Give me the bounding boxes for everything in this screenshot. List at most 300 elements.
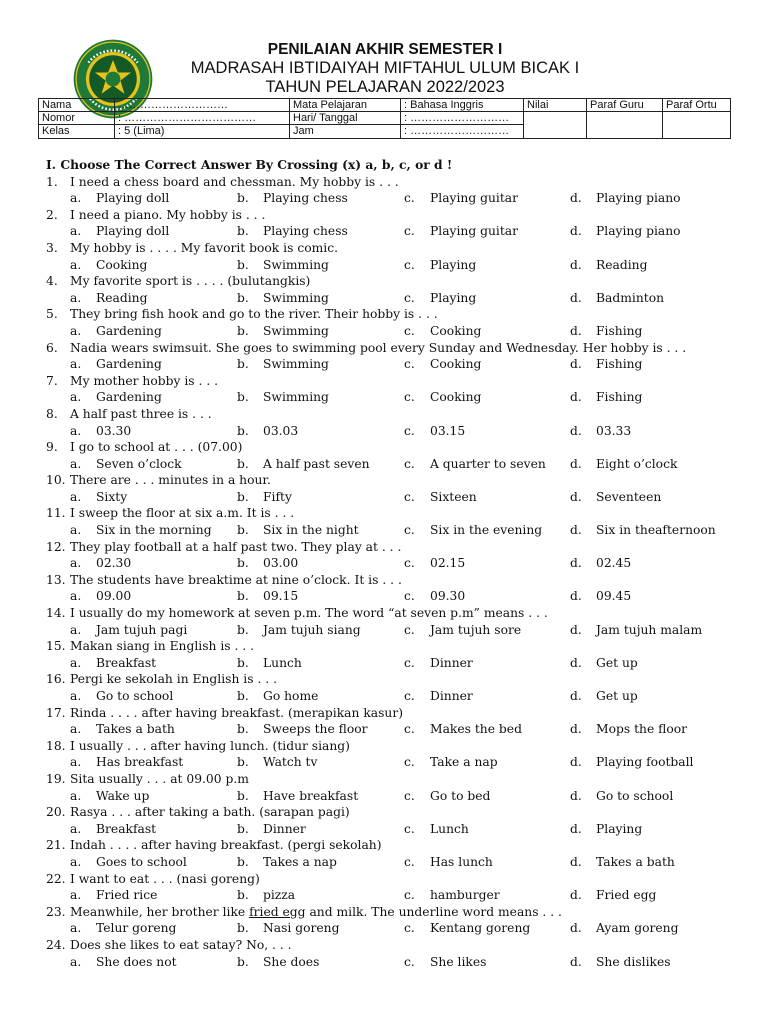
question-number: 8. <box>46 406 58 421</box>
question-number: 3. <box>46 240 58 255</box>
option-letter: d. <box>570 556 582 571</box>
option-text: Gardening <box>96 323 162 338</box>
question-13 <box>46 572 736 589</box>
option-text: Fishing <box>596 357 643 372</box>
option-text: 02.30 <box>96 556 132 571</box>
option-letter: b. <box>237 655 249 670</box>
answer-option[interactable] <box>237 854 337 871</box>
answer-option[interactable] <box>404 423 465 440</box>
answer-option[interactable] <box>570 788 673 805</box>
answer-option[interactable] <box>570 223 681 240</box>
option-text: 03.15 <box>430 423 466 438</box>
answer-option[interactable] <box>237 721 368 738</box>
option-letter: a. <box>70 854 82 869</box>
option-letter: a. <box>70 290 82 305</box>
option-text: Watch tv <box>263 755 318 770</box>
option-text: Kentang goreng <box>430 921 531 936</box>
question-text: I want to eat . . . (nasi goreng) <box>70 871 260 886</box>
question-text: My mother hobby is . . . <box>70 373 219 388</box>
question-number: 10. <box>46 473 66 488</box>
option-letter: c. <box>404 854 415 869</box>
answer-option[interactable] <box>570 389 642 406</box>
option-letter: a. <box>70 357 82 372</box>
answer-option[interactable] <box>237 356 329 373</box>
underlined-word: fried egg <box>249 904 306 919</box>
option-text: Cooking <box>430 390 482 405</box>
answer-option[interactable] <box>237 688 318 705</box>
option-letter: b. <box>237 191 249 206</box>
answer-option[interactable] <box>70 423 131 440</box>
answer-option[interactable] <box>404 754 498 771</box>
answer-options <box>46 555 736 572</box>
answer-option[interactable] <box>404 223 518 240</box>
option-letter: d. <box>570 191 582 206</box>
option-letter: d. <box>570 689 582 703</box>
answer-option[interactable] <box>404 522 542 539</box>
option-letter: a. <box>70 655 82 670</box>
option-letter: c. <box>404 257 415 272</box>
option-text: Playing piano <box>596 224 681 239</box>
option-text: Six in theafternoon <box>596 523 716 538</box>
answer-option[interactable] <box>404 655 473 672</box>
option-text: Takes a bath <box>596 854 675 869</box>
answer-option[interactable] <box>237 190 348 207</box>
answer-options <box>46 456 736 473</box>
answer-option[interactable] <box>404 721 522 738</box>
option-letter: d. <box>570 854 582 869</box>
option-letter: b. <box>237 257 249 272</box>
answer-option[interactable] <box>404 954 486 971</box>
answer-option[interactable] <box>404 688 473 705</box>
option-letter: a. <box>70 788 82 803</box>
question-list <box>46 157 736 970</box>
question-text: There are . . . minutes in a hour. <box>70 473 271 488</box>
option-letter: b. <box>237 390 249 405</box>
option-text: Jam tujuh malam <box>596 622 703 637</box>
answer-options <box>46 721 736 738</box>
option-letter: d. <box>570 423 582 438</box>
option-text: 03.03 <box>263 423 299 438</box>
option-letter: d. <box>570 755 582 770</box>
option-letter: d. <box>570 456 582 471</box>
question-10 <box>46 472 736 489</box>
option-letter: c. <box>404 622 415 637</box>
question-number: 11. <box>46 506 66 521</box>
option-text: Lunch <box>263 655 302 670</box>
answer-option[interactable] <box>404 290 476 307</box>
student-info-table <box>38 98 731 139</box>
parent-sign-box[interactable] <box>663 112 731 139</box>
option-letter: b. <box>237 954 249 969</box>
option-letter: d. <box>570 257 582 272</box>
option-text: 02.45 <box>596 556 632 571</box>
option-text: 09.00 <box>96 589 132 604</box>
option-letter: c. <box>404 191 415 206</box>
option-text: Go to bed <box>430 788 491 803</box>
option-letter: c. <box>404 390 415 405</box>
answer-options <box>46 688 736 705</box>
answer-option[interactable] <box>70 356 162 373</box>
answer-option[interactable] <box>70 389 162 406</box>
answer-option[interactable] <box>570 954 671 971</box>
question-number: 19. <box>46 771 66 786</box>
question-number: 16. <box>46 672 66 687</box>
answer-option[interactable] <box>570 356 642 373</box>
answer-option[interactable] <box>570 555 631 572</box>
answer-options <box>46 754 736 771</box>
teacher-sign-box[interactable] <box>587 112 663 139</box>
question-number: 5. <box>46 307 58 322</box>
answer-option[interactable] <box>570 854 675 871</box>
answer-option[interactable] <box>237 788 358 805</box>
answer-option[interactable] <box>237 555 298 572</box>
answer-option[interactable] <box>570 290 664 307</box>
question-11 <box>46 505 736 522</box>
option-text: Swimming <box>263 390 329 405</box>
question-text: Rinda . . . . after having breakfast. (merapikan kasur) <box>70 705 404 720</box>
answer-option[interactable] <box>237 489 292 506</box>
answer-option[interactable] <box>237 290 329 307</box>
question-text: Makan siang in English is . . . <box>70 639 255 654</box>
answer-option[interactable] <box>237 821 306 838</box>
option-letter: c. <box>404 821 415 836</box>
option-letter: d. <box>570 290 582 305</box>
option-letter: b. <box>237 224 249 239</box>
label-subject: Mata Pelajaran <box>290 99 401 112</box>
answer-option[interactable] <box>237 954 319 971</box>
option-text: Have breakfast <box>263 788 359 803</box>
option-letter: d. <box>570 224 582 239</box>
answer-option[interactable] <box>237 887 295 904</box>
option-text: Playing <box>430 290 477 305</box>
option-letter: b. <box>237 788 249 803</box>
label-class: Kelas <box>39 125 115 139</box>
question-4 <box>46 273 736 290</box>
question-number: 6. <box>46 340 58 355</box>
answer-option[interactable] <box>70 522 212 539</box>
section-instruction: I. Choose The Correct Answer By Crossing (x) a, b, c, or d ! <box>46 157 453 172</box>
answer-option[interactable] <box>70 721 175 738</box>
question-text: Rasya . . . after taking a bath. (sarapan pagi) <box>70 805 350 820</box>
answer-option[interactable] <box>237 323 329 340</box>
question-7 <box>46 373 736 390</box>
option-letter: c. <box>404 523 415 538</box>
question-number: 1. <box>46 174 58 189</box>
answer-option[interactable] <box>70 854 187 871</box>
answer-option[interactable] <box>404 920 530 937</box>
answer-option[interactable] <box>70 456 182 473</box>
question-text: I need a piano. My hobby is . . . <box>70 207 266 222</box>
option-text: Takes a nap <box>263 854 337 869</box>
option-letter: a. <box>70 390 82 405</box>
option-text: Playing <box>596 821 643 836</box>
answer-option[interactable] <box>404 622 521 639</box>
answer-option[interactable] <box>237 920 339 937</box>
answer-option[interactable] <box>570 887 656 904</box>
option-letter: c. <box>404 423 415 438</box>
option-text: Sixty <box>96 489 128 504</box>
field-time[interactable]: : ……………………… <box>401 125 524 139</box>
option-text: Swimming <box>263 290 329 305</box>
field-date[interactable]: : ……………………… <box>401 112 524 125</box>
answer-option[interactable] <box>404 555 465 572</box>
option-text: Playing doll <box>96 191 170 206</box>
answer-options <box>46 356 736 373</box>
option-letter: b. <box>237 357 249 372</box>
question-text: Meanwhile, her brother like <box>70 904 250 919</box>
question-number: 20. <box>46 805 66 820</box>
answer-option[interactable] <box>404 588 465 605</box>
exam-title: PENILAIAN AKHIR SEMESTER I <box>267 41 503 58</box>
answer-option[interactable] <box>70 489 127 506</box>
option-letter: a. <box>70 954 82 969</box>
option-letter: b. <box>237 423 249 438</box>
option-letter: c. <box>404 224 415 239</box>
answer-option[interactable] <box>570 655 638 672</box>
option-text: Playing football <box>596 755 694 770</box>
answer-option[interactable] <box>70 954 177 971</box>
answer-option[interactable] <box>570 423 631 440</box>
question-text: Indah . . . . after having breakfast. (pergi sekolah) <box>70 838 382 853</box>
answer-option[interactable] <box>570 323 642 340</box>
option-text: Has lunch <box>430 854 493 869</box>
option-text: Nasi goreng <box>263 921 340 936</box>
answer-option[interactable] <box>404 788 490 805</box>
answer-option[interactable] <box>570 920 678 937</box>
field-number[interactable]: : ……………………………… <box>115 112 290 125</box>
option-text: Wake up <box>96 788 150 803</box>
answer-option[interactable] <box>237 257 329 274</box>
question-text: Pergi ke sekolah in English is . . . <box>70 672 277 687</box>
label-parent-sign: Paraf Ortu <box>663 99 731 112</box>
option-letter: d. <box>570 589 582 604</box>
answer-option[interactable] <box>237 754 317 771</box>
answer-option[interactable] <box>404 456 546 473</box>
school-name: MADRASAH IBTIDAIYAH MIFTAHUL ULUM BICAK I <box>190 59 580 77</box>
answer-option[interactable] <box>70 588 131 605</box>
option-letter: c. <box>404 589 415 604</box>
question-number: 22. <box>46 871 66 886</box>
option-letter: c. <box>404 921 415 936</box>
question-number: 18. <box>46 738 66 753</box>
answer-option[interactable] <box>570 821 642 838</box>
field-name[interactable]: ………………………… <box>115 99 290 112</box>
option-text: She does <box>263 954 320 969</box>
question-text: A half past three is . . . <box>70 406 212 421</box>
answer-option[interactable] <box>570 522 716 539</box>
option-text: Six in the evening <box>430 523 543 538</box>
answer-options <box>46 887 736 904</box>
option-letter: a. <box>70 456 82 471</box>
option-text: Fishing <box>596 390 643 405</box>
question-text: I sweep the floor at six a.m. It is . . . <box>70 506 295 521</box>
question-14 <box>46 605 736 622</box>
question-6 <box>46 340 736 357</box>
option-letter: a. <box>70 821 82 836</box>
option-text: Go to school <box>96 689 174 703</box>
question-number: 21. <box>46 838 66 853</box>
answer-option[interactable] <box>570 754 694 771</box>
label-name: Nama <box>39 99 115 112</box>
answer-option[interactable] <box>70 622 187 639</box>
option-text: Telur goreng <box>96 921 177 936</box>
option-letter: d. <box>570 921 582 936</box>
answer-option[interactable] <box>404 821 469 838</box>
option-letter: b. <box>237 755 249 770</box>
question-17 <box>46 705 736 722</box>
answer-option[interactable] <box>570 588 631 605</box>
option-text: She likes <box>430 954 487 969</box>
answer-option[interactable] <box>570 257 647 274</box>
option-text: Swimming <box>263 257 329 272</box>
option-letter: d. <box>570 655 582 670</box>
answer-option[interactable] <box>570 190 681 207</box>
option-text: Get up <box>596 689 638 703</box>
option-text: Fishing <box>596 323 643 338</box>
option-letter: b. <box>237 523 249 538</box>
answer-option[interactable] <box>70 788 149 805</box>
option-letter: c. <box>404 323 415 338</box>
label-score: Nilai <box>524 99 587 112</box>
option-text: Jam tujuh siang <box>263 622 361 637</box>
answer-options <box>46 389 736 406</box>
option-text: Playing piano <box>596 191 681 206</box>
answer-option[interactable] <box>404 854 493 871</box>
option-text: Six in the morning <box>96 523 212 538</box>
option-text: She dislikes <box>596 954 671 969</box>
question-number: 9. <box>46 440 58 455</box>
option-letter: b. <box>237 589 249 604</box>
question-8 <box>46 406 736 423</box>
question-20 <box>46 804 736 821</box>
question-15 <box>46 638 736 655</box>
option-letter: b. <box>237 854 249 869</box>
option-letter: c. <box>404 290 415 305</box>
answer-option[interactable] <box>70 323 162 340</box>
option-text: Breakfast <box>96 821 157 836</box>
option-text: pizza <box>263 888 296 903</box>
value-class: : 5 (Lima) <box>115 125 290 139</box>
answer-option[interactable] <box>237 389 329 406</box>
answer-options <box>46 920 736 937</box>
answer-option[interactable] <box>70 887 157 904</box>
answer-option[interactable] <box>70 920 176 937</box>
question-text: My favorite sport is . . . . (bulutangkis) <box>70 274 311 289</box>
answer-option[interactable] <box>70 821 156 838</box>
option-text: Take a nap <box>430 755 498 770</box>
option-text: 03.33 <box>596 423 632 438</box>
option-letter: d. <box>570 622 582 637</box>
answer-option[interactable] <box>70 555 131 572</box>
answer-option[interactable] <box>70 655 156 672</box>
option-letter: c. <box>404 755 415 770</box>
question-23 <box>46 904 736 921</box>
option-text: A quarter to seven <box>430 456 546 471</box>
option-letter: c. <box>404 489 415 504</box>
answer-option[interactable] <box>404 356 481 373</box>
answer-option[interactable] <box>570 721 687 738</box>
answer-option[interactable] <box>70 754 183 771</box>
option-letter: c. <box>404 722 415 737</box>
option-text: Playing <box>430 257 477 272</box>
answer-option[interactable] <box>404 323 481 340</box>
option-letter: b. <box>237 821 249 836</box>
question-16 <box>46 671 736 688</box>
answer-option[interactable] <box>70 257 147 274</box>
answer-option[interactable] <box>404 190 518 207</box>
option-text: Dinner <box>430 655 473 670</box>
option-text: Gardening <box>96 357 162 372</box>
answer-option[interactable] <box>570 622 702 639</box>
answer-option[interactable] <box>237 223 348 240</box>
option-letter: a. <box>70 423 82 438</box>
option-text: Makes the bed <box>430 722 522 737</box>
option-text: Jam tujuh pagi <box>96 622 188 637</box>
answer-option[interactable] <box>404 389 481 406</box>
answer-option[interactable] <box>404 887 500 904</box>
option-letter: d. <box>570 323 582 338</box>
answer-options <box>46 622 736 639</box>
question-text: They play football at a half past two. They play at . . . <box>70 539 402 554</box>
answer-option[interactable] <box>404 257 476 274</box>
question-24 <box>46 937 736 954</box>
answer-option[interactable] <box>237 423 298 440</box>
score-box[interactable] <box>524 112 587 139</box>
option-letter: d. <box>570 489 582 504</box>
option-letter: b. <box>237 456 249 471</box>
question-number: 12. <box>46 539 66 554</box>
answer-option[interactable] <box>70 290 147 307</box>
answer-option[interactable] <box>237 588 298 605</box>
option-text: A half past seven <box>263 456 370 471</box>
answer-option[interactable] <box>237 456 370 473</box>
option-text: Mops the floor <box>596 722 688 737</box>
option-letter: b. <box>237 489 249 504</box>
option-letter: b. <box>237 722 249 737</box>
option-letter: d. <box>570 390 582 405</box>
option-text: 02.15 <box>430 556 466 571</box>
answer-option[interactable] <box>70 223 169 240</box>
answer-option[interactable] <box>237 522 359 539</box>
answer-option[interactable] <box>570 688 638 705</box>
option-letter: b. <box>237 556 249 571</box>
answer-option[interactable] <box>237 622 361 639</box>
option-text: Go to school <box>596 788 674 803</box>
option-letter: a. <box>70 323 82 338</box>
question-18 <box>46 738 736 755</box>
answer-options <box>46 489 736 506</box>
option-text: Playing chess <box>263 191 348 206</box>
option-text: Get up <box>596 655 638 670</box>
option-text: Lunch <box>430 821 469 836</box>
option-letter: a. <box>70 622 82 637</box>
answer-option[interactable] <box>404 489 477 506</box>
option-text: Gardening <box>96 390 162 405</box>
answer-option[interactable] <box>570 489 661 506</box>
option-letter: b. <box>237 689 249 703</box>
option-letter: a. <box>70 921 82 936</box>
option-text: Fifty <box>263 489 292 504</box>
question-number: 13. <box>46 572 66 587</box>
answer-option[interactable] <box>70 688 173 705</box>
answer-option[interactable] <box>237 655 302 672</box>
answer-option[interactable] <box>570 456 677 473</box>
option-letter: c. <box>404 655 415 670</box>
answer-option[interactable] <box>70 190 169 207</box>
option-letter: d. <box>570 722 582 737</box>
label-time: Jam <box>290 125 401 139</box>
option-text: Fried rice <box>96 888 158 903</box>
